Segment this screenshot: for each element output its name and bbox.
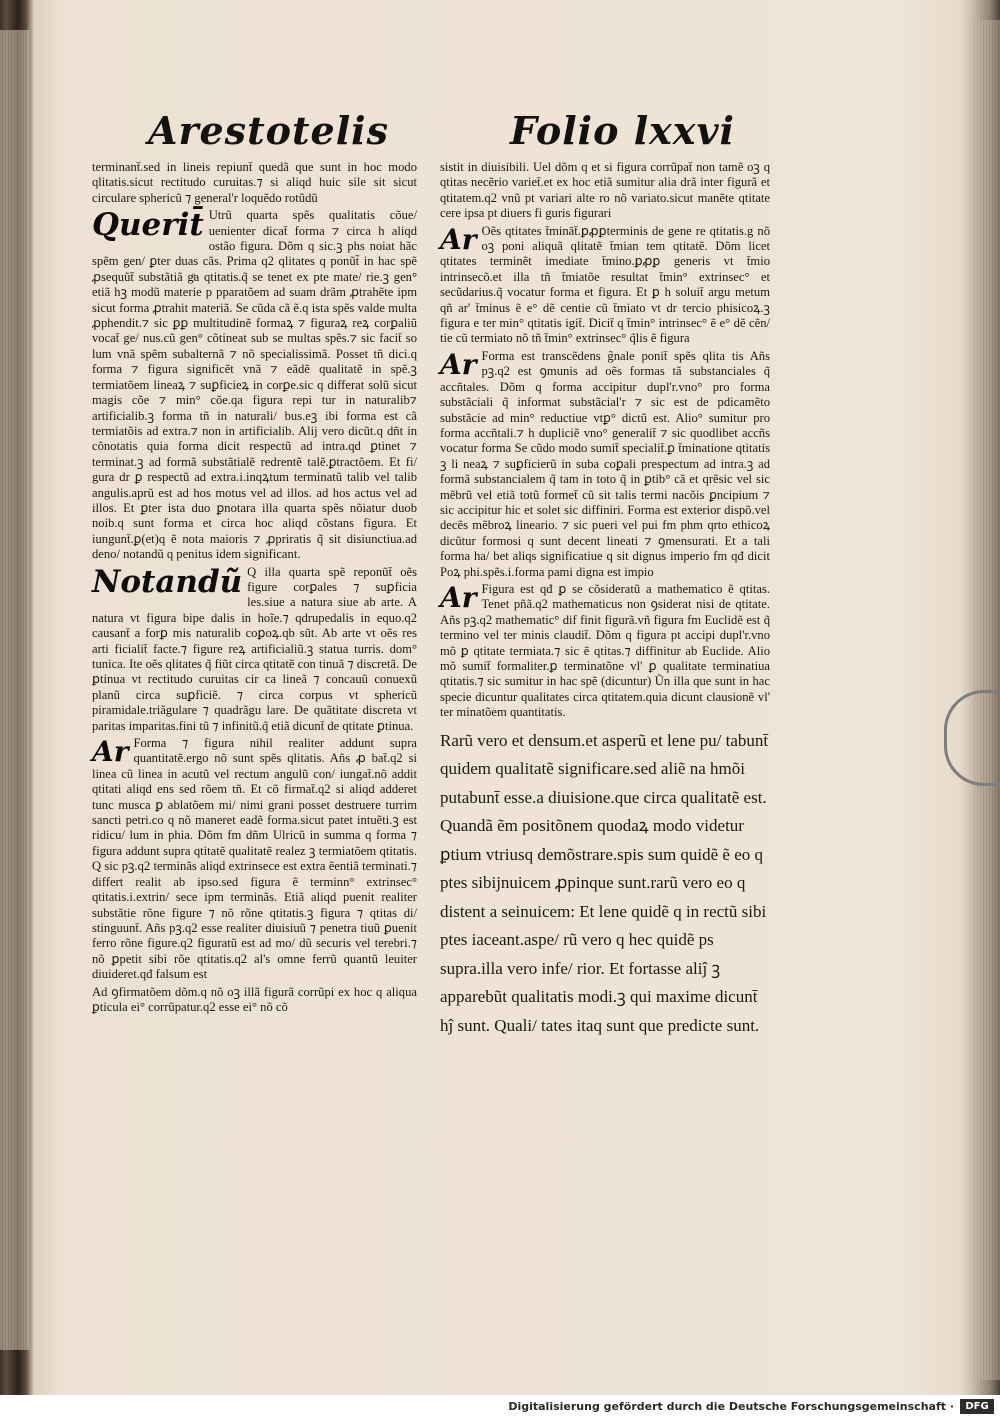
paragraph-text: terminant̄.sed in lineis repiunt̄ quedã que sunt in hoc modo qlitatis.sicut rectitudo curuitas.⁊ si aliqd huic sile sit sicut circulare sphericũ ⁊ general'r loquẽdo rotũdũ <box>92 160 417 205</box>
paragraph <box>92 565 417 734</box>
initial-word: Notandũ <box>92 563 243 600</box>
paragraph-text: Forma ⁊ figura nihil realiter addunt supra quantitatẽ.ergo nõ sunt spẽs qlitatis. Añs ꝓ bat̄.q2 si linea cũ linea in acutũ vel rectum angulũ con/ iungat̄.nõ addit qtitati aliqd ens sed rõem tñ. Et cõ firmat̄.q2 si aliqd adderet tunc musca ꝑ ablatõem mi/ nimi grani posset destruere turrim sancti petri.co q nõ maneret eadẽ forma.sicut patet intuẽti.ꝫ est ridicu/ lum in phia. Dõm fm dñm Ulricũ in summa q forma ⁊ figura addunt supra qtitatẽ qualitatẽ realez ꝫ termiatõem qtitatis. Q sic pꝫ.q2 terminãs aliqd extrinsece est extra ẽentiã terminati.⁊ differt realit ab ipso.sed figura ẽ terminn° extrinsec° qtitatis.i.extrin/ sece ipm terminãs. Etiã aliqd puenit realiter substãtie rõne figure ⁊ nõ rõne qtitatis.ꝫ figura ⁊ qtitas di/ stinguunt̄. Añs pꝫ.q2 esse realiter diuisiuũ ⁊ penetra tiuũ ꝑuenit ferro rõne figure.q2 figuratũ est ad mo/ dũ securis vel terebri.⁊ nõ ꝑpetit sibi rõe qtitatis.q2 al's omne ferrũ quantũ leuiter diuideret.qđ falsum est <box>92 736 417 982</box>
left-column <box>92 160 417 1017</box>
paragraph <box>92 160 417 206</box>
paragraph-text: Oẽs qtitates t̄mināt̄.ꝑꝓꝑterminis de gene re qtitatis.g nõ oꝫ poni aliquã qlitatẽ t̄mian tem qtitatẽ. Dõm licet qtitates terminẽt imediate t̄mino.ꝑꝓꝑ generis vt t̄mio intrinsecõ.et illa tñ t̄miatõe resultat t̄min° extrinsec° et secũdarius.q̃ vocatur forma et figura. Et ꝑ h soluit̄ argu metum qñ ar' t̄minus ẽ e° dẽ centie cũ t̄miato vt dr tercio phisicoꝝ.ꝫ figura e ter min° qtitatis igit̄. Dicit̄ q t̄min° intrinsec° ẽ e° dẽ cẽn/ tie cũ termiato nõ tñ t̄min° extrinsec° q̃lis ẽ figura <box>440 223 770 346</box>
initial-word: Ar <box>440 222 477 256</box>
paragraph-text: Forma est transcẽdens g̃nale ponit̄ spẽs qlita tis Añs pꝫ.q2 est ꝯmunis ad oẽs formas tã substanciales q̃ accñtales. Dõm q forma accipitur dupl'r.vno° pro forma substãciali q̃ informat substãcial'r ⁊ sic est de pdicamẽto substãcie ad min° reductiue vtꝑ° dictũ est. Alio° sumitur pro forma accñtali.⁊ h dupliciẽ vno° generalit̄ ⁊ sic quodlibet accñs vocatur forma Se cũdo modo sumit̄ specialit̄.ꝑ t̄minatione qtitatis ꝫ li neaꝝ ⁊ suꝑficierũ in suba coꝑali prespectum ad intra.ꝫ ad formã substancialem q̃ tam in toto q̃ in ꝑtib° cã et qrẽsic vel sic mẽbrũ vel etiã totũ formet̄ cũ sit talis termi nacõis ꝑncipium ⁊ sic accipitur hic et solet sic diffiniri. Forma est exterior dispõ.vel decẽs mẽbroꝝ lineario. ⁊ sic pueri vel pui fm phm qrto ethicoꝝ dicũtur formosi q sunt decent lineati ⁊ ꝯmensurati. Et a tali forma ha/ bet aliqs significatiue q sit dignus imperio fm qđ dicit Poꝝ phi.spẽs.i.forma pami digna est impio <box>440 348 770 579</box>
running-header-left: Arestotelis <box>148 108 389 153</box>
paragraph <box>440 582 770 721</box>
paragraph <box>440 349 770 580</box>
left-page-edge <box>0 30 30 1350</box>
initial-word: Ar <box>440 580 477 614</box>
paragraph-text: sistit in diuisibili. Uel dõm q et si figura corrũpat̄ non tamẽ oꝫ q qtitas necẽrio variet̄.et ex hoc etiã sumitur alia drã inter figurã et qtitatem.q2 vnũ pt variari alte ro nõ variato.sicut manẽte qtitate cere ipsa pt diuers fi guris figurari <box>440 160 770 221</box>
paragraph <box>92 208 417 562</box>
paragraph <box>92 985 417 1016</box>
paragraph <box>440 160 770 222</box>
right-column <box>440 160 770 1042</box>
paragraph <box>92 736 417 983</box>
initial-word: Ar <box>440 347 477 381</box>
paragraph <box>440 224 770 347</box>
footer-bar <box>0 1395 1000 1419</box>
initial-word: Ar <box>92 735 129 769</box>
initial-word: Querit̄ <box>92 207 204 244</box>
funding-notice: Digitalisierung gefördert durch die Deutsche Forschungsgemeinschaft · <box>508 1400 954 1413</box>
paragraph-text: Q illa quarta spẽ reponũt̄ oẽs figure corꝑales ⁊ suꝑficia les.siue a natura siue ab arte. A natura vt figura bipe dalis in hoĩe.⁊ qdrupedalis in equo.q2 causant̄ a forꝑ mis naturalib coꝑoꝝ.qb sũt. Ab arte vt oẽs res arti ficialit̄ facte.⁊ figure reꝝ artificialiũ.ꝫ statua turris. dom° tunica. Ite oẽs qlitates q̃ fiũt circa qtitatẽ con tinuã ⁊ discretã. De ꝑtinua vt rectitudo curuitas cir ca lineã ⁊ concauũ conuexũ planũ circa suꝑficiẽ. ⁊ circa corpus vt sphericũ piramidale.triãgulare ⁊ quadrãgu lare. De quãtitate discreta vt paritas imparitas.fini tũ ⁊ infinitũ.q̃ etiã dicunt̄ de qtitate ꝑtinua. <box>92 564 417 733</box>
running-header-right: Folio lxxvi <box>510 108 735 153</box>
paragraph-text: Ad ꝯfirmatõem dõm.q nõ oꝫ illã figurã corrũpi ex hoc q aliqua ꝑticula ei° corrũpatur.q2 esse ei° nõ cõ <box>92 984 417 1014</box>
dfg-logo-icon: DFG <box>960 1399 994 1414</box>
aristotle-text-block: Rarũ vero et densum.et asperũ et lene pu/ tabunt̄ quidem qualitatẽ significare.sed aliẽ na hmõi putabunt̄ esse.a diuisione.que circa qualitatẽ est. Quandã ẽm positõnem quodaꝝ modo videtur ꝑtium vtriusq demõstrare.spis sum quidẽ ẽ eo q ptes sibijnuicem ꝓpinque sunt.rarũ vero eo q distent a seinuicem: Et lene quidẽ q in rectũ sibi ptes iaceant.aspe/ rũ vero q hec quidẽ ps supra.illa vero infe/ rior. Et fortasse aliĵ ꝫ apparebũt qualitatis modi.ꝫ qui maxime dicunt̄ hĵ sunt. Quali/ tates itaq sunt que predicte sunt. <box>440 730 769 1035</box>
paragraph-text: Utrũ quarta spẽs qualitatis cõue/ uenienter dicat̄ forma ⁊ circa h aliqd ostão figura. Dõm q sic.ꝫ phs noiat hãc spẽm gen/ ꝑter duas cãs. Prima q2 qlitates q ponũt̃ in hac spẽ ꝓsequũt̄ substãtiã gͣa qtitatis.q̃ se tenet ex pte mate/ rie.ꝫ gen° etiã hꝫ modũ materie p pparatõem ad suam drãm ꝓtrahẽte ipm sicut forma ꝓtrahit materiã. Se cũda cã ẽ.q ista spẽs valde multa ꝓphendit.⁊ sic ꝑꝑ multitudinẽ formaꝝ ⁊ figuraꝝ reꝝ corꝑaliũ vocat̄ ge/ nus.cũ gen° cõtineat sub se multas spẽs.⁊ sic facit̄ so lum vnã spẽm subalternã ⁊ nõ specialissimã. Posset tñ dici.q forma ⁊ figura significẽt vnã ⁊ eãdẽ qualitatẽ in spẽ.ꝫ termiatõem lineaꝝ ⁊ suꝑficieꝝ in corꝑe.sic q differat solũ sicut magis cõe ⁊ min° cõe.qa figura repi tur in naturalib⁊ artificialib.ꝫ forma tñ in naturali/ bus.eꝫ ibi forma est cã termiatõis ad extra.⁊ non in artificialib. Alij vero dicũt.q dñt in cõnotatis quia forma dicit respectũ ad intra.qd ꝑtinet ⁊ terminat.ꝫ ad formã substãtialẽ redrentẽ talẽ.ꝑtractõem. Et fi/ gura dr ꝑ respectũ ad extra.i.inqꝝtum terminatũ talib vel talib angulis.aprũ est ad hos motus vel ad illos. ad hos actus vel ad illos. Et ꝑter ista duo ꝑnotara illa quarta spẽs nõiatur duob noib.q sunt forma et circa hoc aliqd cõstans figura. Et iungunt̄.ꝑ(et)q ẽ nota maioris ⁊ ꝓpriratis q̃ sit disiunctiua.ad deno/ notandũ q penitus idem significant. <box>92 208 417 562</box>
paper-clip <box>944 690 1000 786</box>
paragraph-text: Figura est qđ ꝑ se cõsideratũ a mathematico ẽ qtitas. Tenet pñã.q2 mathematicus non ꝯsiderat nisi de qtitate. Añs pꝫ.q2 mathematic° dif finit figurã.vñ figura fm Euclidẽ est q̃ termino vel ter minis claudit̄. Dõm q figura pt accipi dupl'r.vno mõ ꝑ qtitate termiata.⁊ sic ẽ qtitas.⁊ diffinitur ab Euclide. Alio mõ sumit̄ formaliter.ꝑ terminatõne vl' ꝑ qualitate terminatiua qtitatis.⁊ sic sumitur in hac spẽ (dicuntur) Ũn illa que sunt in hac specie dicuntur qualitates circa qtitatem.quia dicunt clausionẽ vl' ter minatõem quantitatis. <box>440 581 770 720</box>
